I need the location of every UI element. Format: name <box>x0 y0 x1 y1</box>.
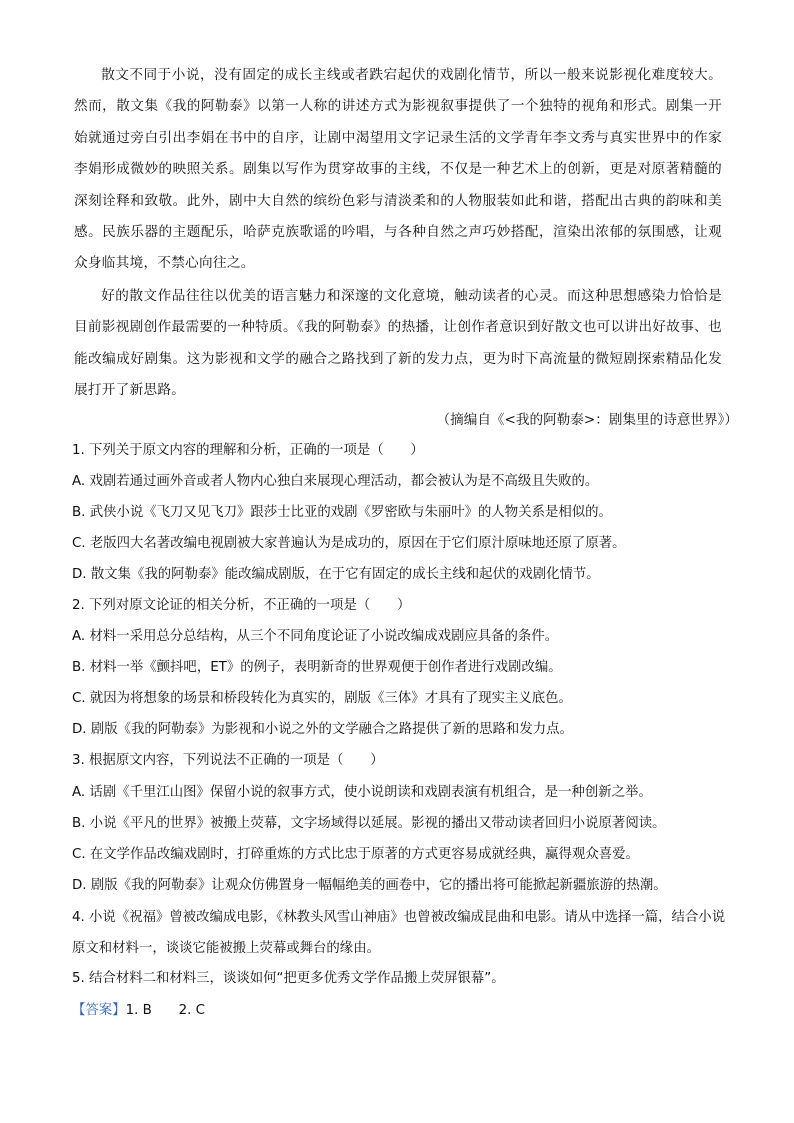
question-4: 4. 小说《祝福》曾被改编成电影，《林教头风雪山神庙》也曾被改编成昆曲和电影。请从中选择一篇，结合小说原文和材料一，谈谈它能被搬上荧幕或舞台的缘由。 <box>72 910 726 956</box>
answer-text: 1. B 2. C <box>125 1003 205 1018</box>
question-5: 5. 结合材料二和材料三，谈谈如何“把更多优秀文学作品搬上荧屏银幕”。 <box>72 971 505 986</box>
answer-line <box>72 1000 752 1022</box>
question-3-option-c: C. 在文学作品改编戏剧时，打碎重炼的方式比忠于原著的方式更容易成就经典，赢得观众喜爱。 <box>72 847 639 862</box>
passage-paragraph-2: 好的散文作品往往以优美的语言魅力和深邃的文化意境，触动读者的心灵。而这种思想感染力恰恰是目前影视剧创作最需要的一种特质。《我的阿勒泰》的热播，让创作者意识到好散文也可以讲出好故事、也能改编成好剧集。这为影视和文学的融合之路找到了新的发力点，更为时下高流量的微短剧探索精品化发展打开了新思路。 <box>74 288 722 399</box>
question-2-option-a: A. 材料一采用总分总结构，从三个不同角度论证了小说改编成戏剧应具备的条件。 <box>72 629 559 644</box>
question-1-stem: 1. 下列关于原文内容的理解和分析，正确的一项是（ ） <box>72 443 424 458</box>
answer-tag: 【答案】 <box>72 1003 126 1018</box>
question-2-stem: 2. 下列对原文论证的相关分析，不正确的一项是（ ） <box>72 598 411 613</box>
question-3-option-d: D. 剧版《我的阿勒泰》让观众仿佛置身一幅幅绝美的画卷中，它的播出将可能掀起新疆旅游的热潮。 <box>72 878 667 893</box>
question-1-option-d: D. 散文集《我的阿勒泰》能改编成剧版，在于它有固定的成长主线和起伏的戏剧化情节。 <box>72 567 600 582</box>
question-2-option-d: D. 剧版《我的阿勒泰》为影视和小说之外的文学融合之路提供了新的思路和发力点。 <box>72 722 573 737</box>
question-1-option-a: A. 戏剧若通过画外音或者人物内心独白来展现心理活动，都会被认为是不高级且失败的。 <box>72 474 599 489</box>
question-2-option-b: B. 材料一举《颤抖吧，ET》的例子，表明新奇的世界观便于创作者进行戏剧改编。 <box>72 660 562 675</box>
passage-paragraph-1: 散文不同于小说，没有固定的成长主线或者跌宕起伏的戏剧化情节，所以一般来说影视化难度较大。然而，散文集《我的阿勒泰》以第一人称的讲述方式为影视叙事提供了一个独特的视角和形式。剧集一开始就通过旁白引出李娟在书中的自序，让剧中渴望用文字记录生活的文学青年李文秀与真实世界中的作家李娟形成微妙的映照关系。剧集以写作为贯穿故事的主线，不仅是一种艺术上的创新，更是对原著精髓的深刻诠释和致敬。此外，剧中大自然的缤纷色彩与清淡柔和的人物服装如此和谐，搭配出古典的韵味和美感。民族乐器的主题配乐，哈萨克族歌谣的吟唱，与各种自然之声巧妙搭配，渲染出浓郁的氛围感，让观众身临其境，不禁心向往之。 <box>74 67 722 272</box>
question-3-option-b: B. 小说《平凡的世界》被搬上荧幕，文字场域得以延展。影视的播出又带动读者回归小说原著阅读。 <box>72 816 666 831</box>
question-1-option-b: B. 武侠小说《飞刀又见飞刀》跟莎士比亚的戏剧《罗密欧与朱丽叶》的人物关系是相似的。 <box>72 505 612 520</box>
question-2-option-c: C. 就因为将想象的场景和桥段转化为真实的，剧版《三体》才具有了现实主义底色。 <box>72 691 572 706</box>
question-3-stem: 3. 根据原文内容，下列说法不正确的一项是（ ） <box>72 753 384 768</box>
passage-source: （摘编自《<我的阿勒泰>：剧集里的诗意世界》） <box>436 412 738 428</box>
question-3-option-a: A. 话剧《千里江山图》保留小说的叙事方式，使小说朗读和戏剧表演有机组合，是一种创新之举。 <box>72 785 652 800</box>
question-1-option-c: C. 老版四大名著改编电视剧被大家普遍认为是成功的，原因在于它们原汁原味地还原了原著。 <box>72 536 626 551</box>
